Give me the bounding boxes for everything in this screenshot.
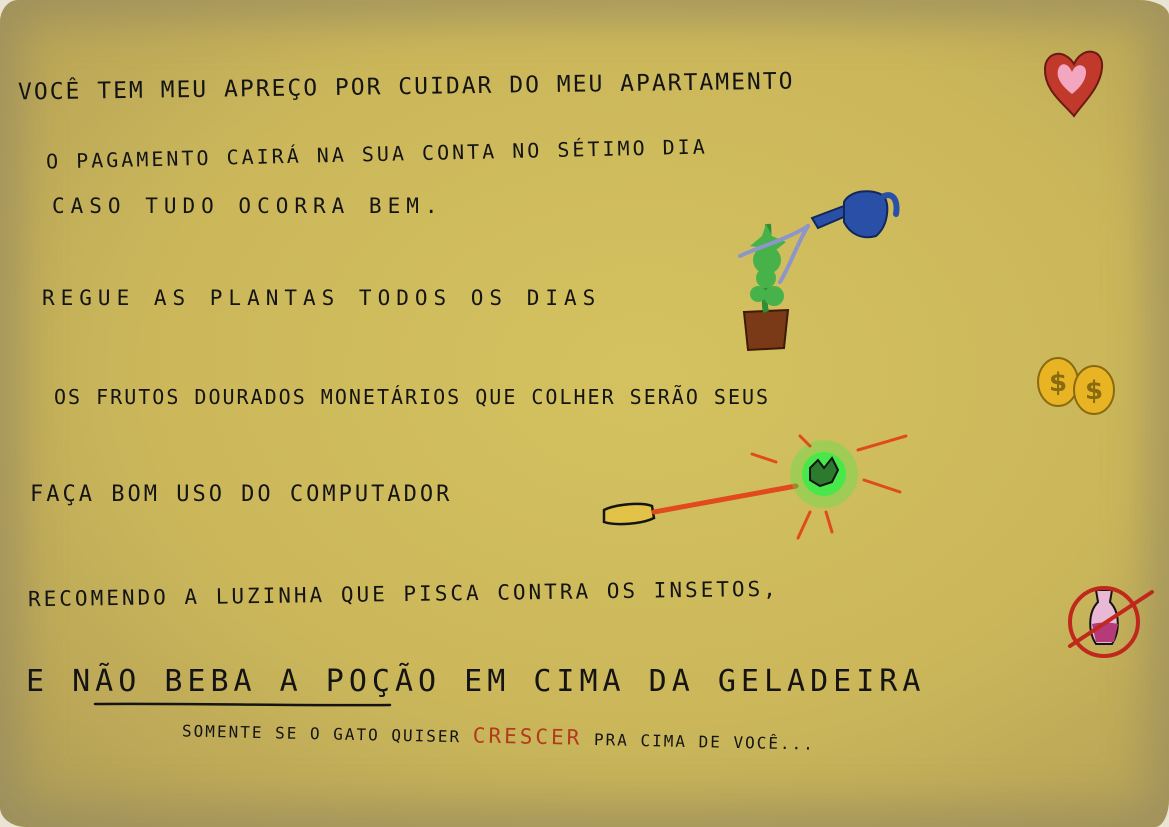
- footer-suffix: PRA CIMA DE VOCÊ...: [593, 730, 816, 754]
- forbidden-potion-icon: [1060, 582, 1160, 662]
- note-line-3: CASO TUDO OCORRA BEM.: [52, 194, 444, 218]
- footer-emphasis: CRESCER: [472, 723, 583, 750]
- dollar-coins-icon: [1034, 354, 1118, 418]
- zapped-bug-icon: [752, 436, 906, 538]
- watering-can-icon: [810, 184, 902, 244]
- note-line-2: O PAGAMENTO CAIRÁ NA SUA CONTA NO SÉTIMO DIA: [45, 134, 708, 174]
- note-line-4: REGUE AS PLANTAS TODOS OS DIAS: [42, 286, 602, 310]
- laser-scene: [596, 428, 916, 548]
- potted-plant-icon: [736, 216, 802, 356]
- coin-symbol-right: $: [1084, 376, 1104, 406]
- note-line-5: OS FRUTOS DOURADOS MONETÁRIOS QUE COLHER SERÃO SEUS: [54, 385, 771, 409]
- laser-pointer-icon: [604, 486, 796, 524]
- note-line-6: FAÇA BOM USO DO COMPUTADOR: [30, 482, 453, 507]
- note-line-1: VOCÊ TEM MEU APREÇO POR CUIDAR DO MEU APARTAMENTO: [17, 68, 795, 106]
- note-line-8: E NÃO BEBA A POÇÃO EM CIMA DA GELADEIRA: [26, 664, 926, 699]
- footer-prefix: SOMENTE SE O GATO QUISER: [181, 721, 462, 747]
- heart-icon: [1042, 42, 1106, 120]
- coin-symbol-left: $: [1048, 368, 1068, 398]
- note-line-7: RECOMENDO A LUZINHA QUE PISCA CONTRA OS INSETOS,: [27, 576, 780, 612]
